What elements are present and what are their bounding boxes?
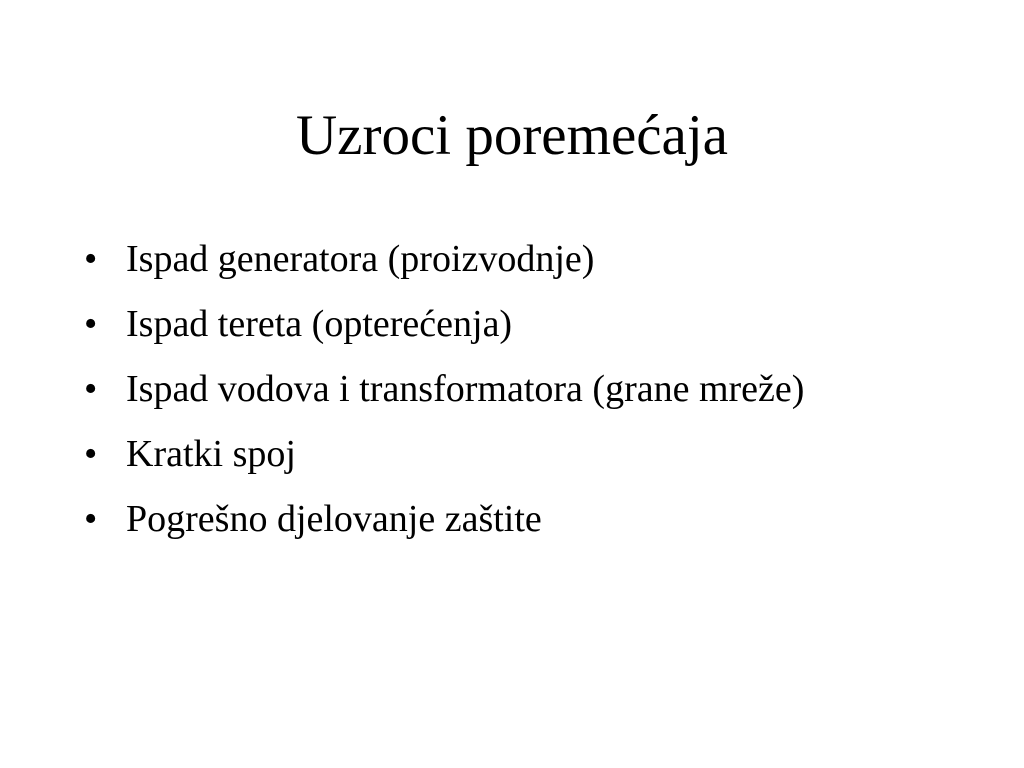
- list-item-text: Ispad vodova i transformatora (grane mreže): [126, 368, 805, 410]
- list-item-text: Kratki spoj: [126, 433, 296, 475]
- bullet-list: [84, 228, 984, 553]
- list-item: [84, 488, 984, 553]
- bullet-icon: •: [84, 303, 98, 345]
- list-item: [84, 358, 984, 423]
- list-item-text: Ispad generatora (proizvodnje): [126, 238, 595, 280]
- list-item: [84, 423, 984, 488]
- list-item: [84, 293, 984, 358]
- list-item: [84, 228, 984, 293]
- list-item-text: Ispad tereta (opterećenja): [126, 303, 513, 345]
- list-item-text: Pogrešno djelovanje zaštite: [126, 498, 542, 540]
- bullet-icon: •: [84, 498, 98, 540]
- bullet-icon: •: [84, 368, 98, 410]
- slide-title: Uzroci poremećaja: [296, 104, 728, 167]
- bullet-icon: •: [84, 433, 98, 475]
- bullet-icon: •: [84, 238, 98, 280]
